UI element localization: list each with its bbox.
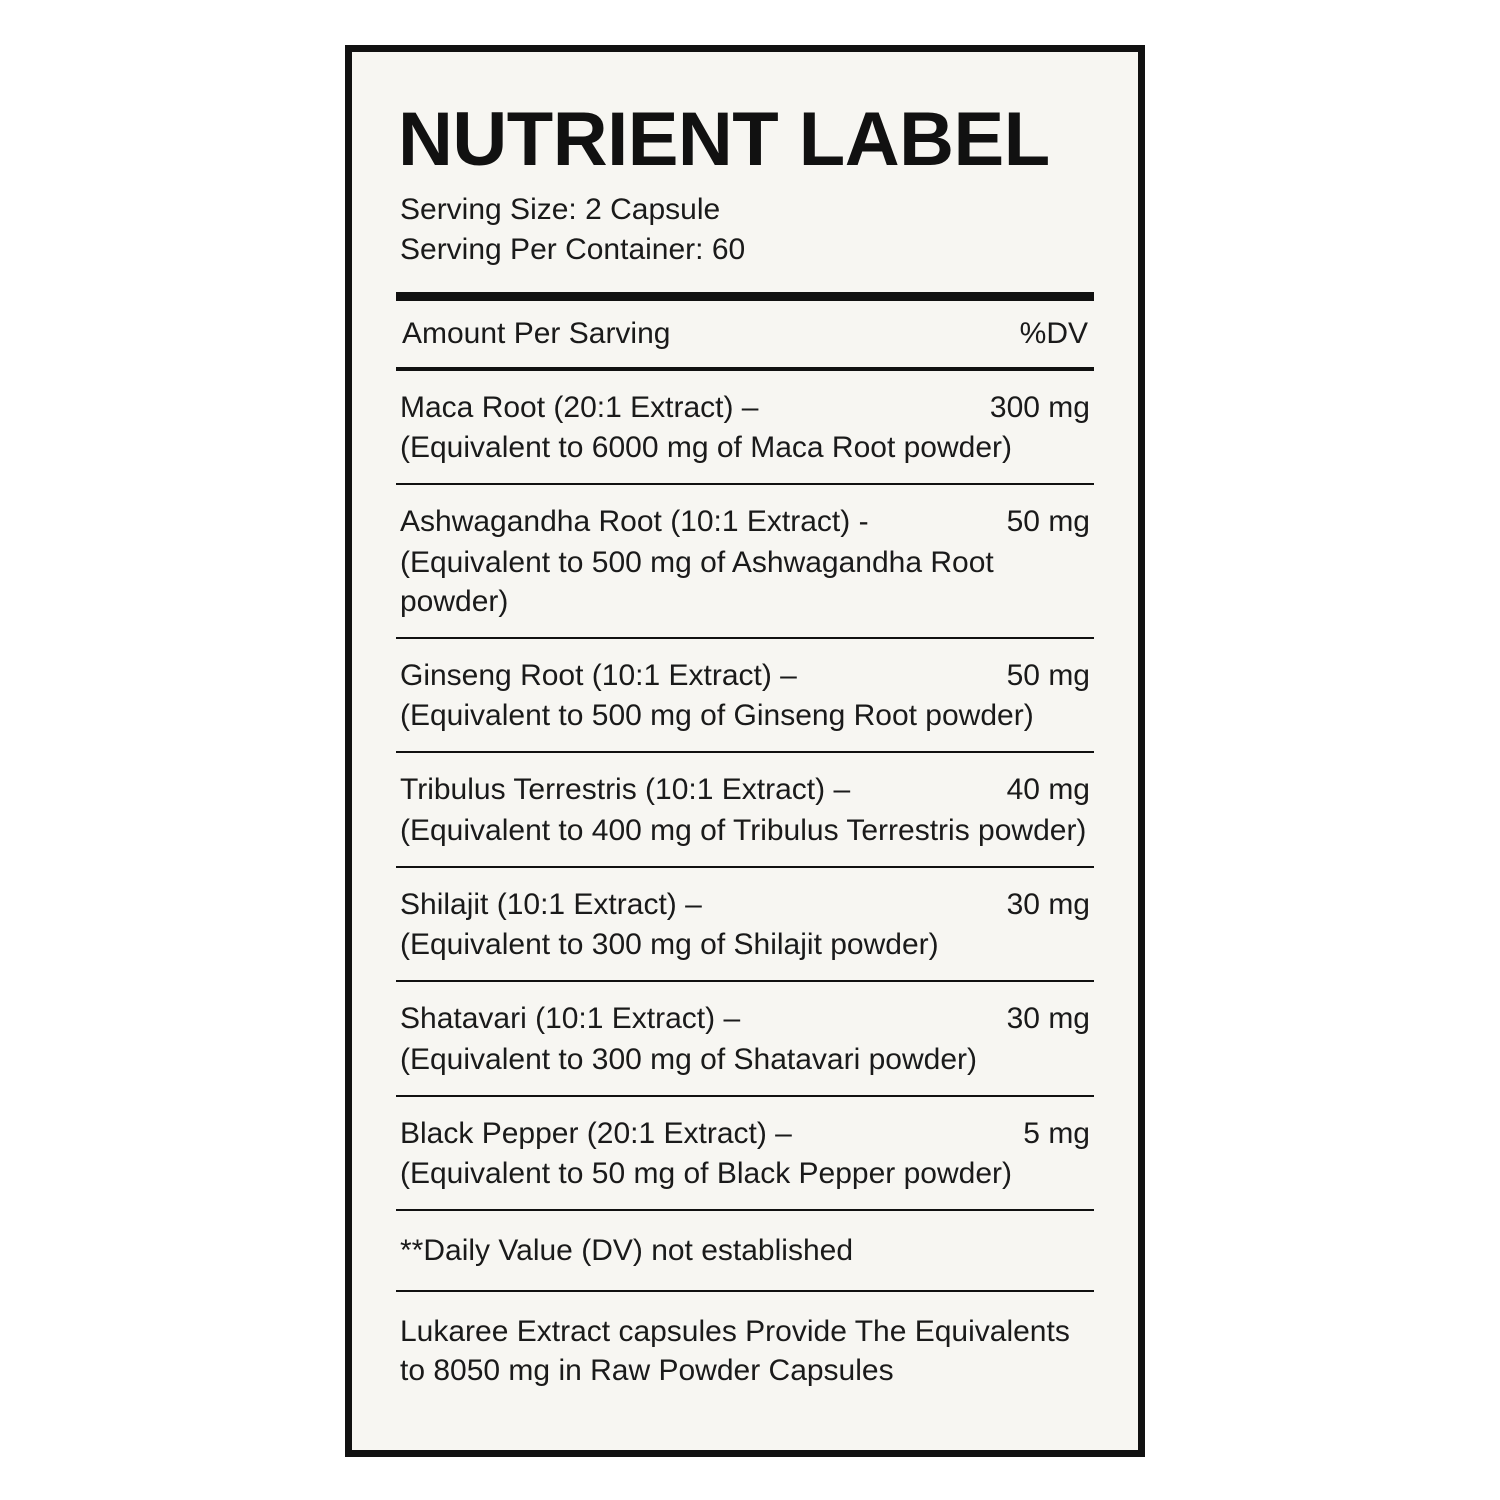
closing-statement: Lukaree Extract capsules Provide The Equivalents to 8050 mg in Raw Powder Capsules [400, 1315, 1070, 1388]
nutrient-amount: 300 mg [989, 390, 1090, 424]
nutrient-row-main [400, 771, 1090, 809]
nutrient-row-main [400, 886, 1090, 924]
nutrient-row-main [400, 657, 1090, 695]
nutrient-row [396, 982, 1094, 1095]
nutrient-row-main [400, 389, 1090, 427]
nutrient-row [396, 868, 1094, 981]
amount-per-serving-header-row [396, 301, 1094, 367]
page-title: NUTRIENT LABEL [398, 97, 1050, 182]
divider-thick-top [396, 292, 1094, 301]
nutrient-equivalent: (Equivalent to 400 mg of Tribulus Terrestris powder) [400, 813, 1087, 847]
nutrient-row-main [400, 1115, 1090, 1153]
nutrient-name: Ashwagandha Root (10:1 Extract) - [400, 505, 869, 539]
nutrient-amount: 30 mg [1006, 887, 1090, 921]
nutrient-label-panel [345, 45, 1145, 1457]
nutrient-equivalent: (Equivalent to 500 mg of Ashwagandha Root powder) [400, 545, 994, 618]
daily-value-label: %DV [1019, 316, 1088, 350]
nutrient-name: Maca Root (20:1 Extract) – [400, 390, 759, 424]
nutrient-row [396, 1097, 1094, 1210]
amount-per-serving-label: Amount Per Sarving [402, 316, 671, 350]
nutrient-row [396, 371, 1094, 484]
daily-value-footnote: **Daily Value (DV) not established [400, 1234, 854, 1268]
nutrient-equivalent: (Equivalent to 500 mg of Ginseng Root powder) [400, 699, 1034, 733]
serving-size-text: Serving Size: 2 Capsule [400, 193, 721, 227]
nutrient-name: Tribulus Terrestris (10:1 Extract) – [400, 773, 851, 807]
nutrient-name: Shatavari (10:1 Extract) – [400, 1002, 741, 1036]
nutrient-equivalent: (Equivalent to 50 mg of Black Pepper powder) [400, 1157, 1012, 1191]
nutrient-row [396, 639, 1094, 752]
nutrient-amount: 50 mg [1006, 658, 1090, 692]
serving-per-container-text: Serving Per Container: 60 [400, 233, 746, 267]
nutrient-amount: 50 mg [1006, 505, 1090, 539]
nutrient-amount: 40 mg [1006, 773, 1090, 807]
nutrient-name: Ginseng Root (10:1 Extract) – [400, 658, 797, 692]
nutrient-equivalent: (Equivalent to 6000 mg of Maca Root powder) [400, 431, 1012, 465]
nutrient-row-main [400, 1000, 1090, 1038]
nutrient-amount: 30 mg [1006, 1002, 1090, 1036]
nutrient-equivalent: (Equivalent to 300 mg of Shatavari powder) [400, 1042, 977, 1076]
nutrient-equivalent: (Equivalent to 300 mg of Shilajit powder) [400, 928, 939, 962]
nutrient-name: Shilajit (10:1 Extract) – [400, 887, 702, 921]
nutrient-row-main [400, 503, 1090, 541]
nutrient-amount: 5 mg [1023, 1116, 1090, 1150]
nutrient-row [396, 485, 1094, 637]
nutrient-name: Black Pepper (20:1 Extract) – [400, 1116, 792, 1150]
nutrient-row [396, 753, 1094, 866]
